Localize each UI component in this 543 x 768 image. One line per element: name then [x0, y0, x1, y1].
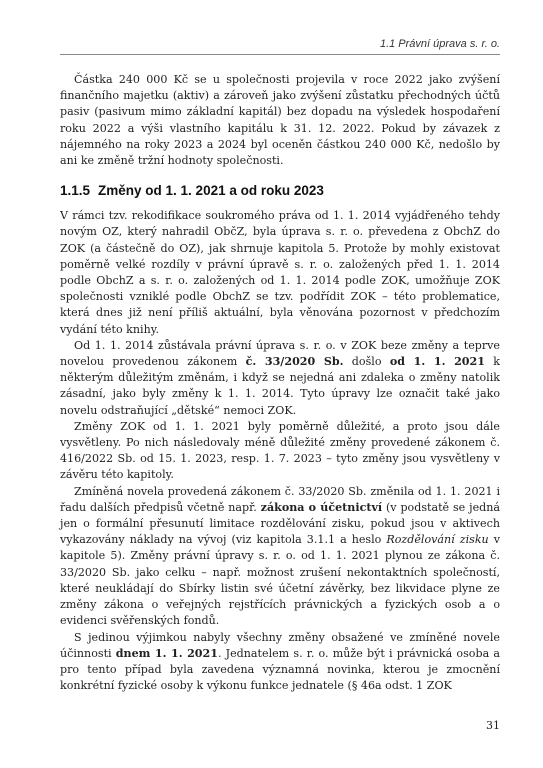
paragraph-5-text-a: Zmíněná novela provedená zákonem č. 33/2020 Sb. změnila od 1. 1. 2021 i řadu dalších předpisů včetně např.	[60, 484, 500, 514]
effective-date: od 1. 1. 2021	[389, 355, 485, 369]
paragraph-6	[60, 630, 500, 695]
paragraph-5-text-c: v kapitole 5). Změny právní úpravy s. r. o. od 1. 1. 2021 plynou ze zákona č. 33/2020 Sb. jako celku – např. možnost zrušení nekontaktních společností, které neukládají do Sbírky listin své účetní závěrky, bez likvidace plyne ze změny zákona o veřejných rejstřících právnických a fyzických osob a o evidenci svěřenských fondů.	[60, 533, 500, 628]
paragraph-3-text-c: k některým důležitým změnám, i když se nejedná ani zdaleka o změny natolik zásadní, jako byly změny k 1. 1. 2014. Tyto úpravy lze označit také jako novelu odstraňující „dětské“ nemoci ZOK.	[60, 355, 500, 417]
paragraph-2: V rámci tzv. rekodifikace soukromého práva od 1. 1. 2014 vyjádřeného tehdy novým OZ, který nahradil ObčZ, byla úprava s. r. o. převedena z ObchZ do ZOK (a částečně do OZ), jak shrnuje kapitola 5. Protože by mohly existovat poměrně velké rozdíly v právní úpravě s. r. o. založených před 1. 1. 2014 podle ObchZ a s. r. o. založených od 1. 1. 2014 podle ZOK, umožňuje ZOK společnosti vzniklé podle ObchZ se tzv. podřídit ZOK – této problematice, která dnes již není příliš aktuální, byla věnována pozornost v předchozím vydání této knihy.	[60, 209, 500, 336]
law-reference: č. 33/2020 Sb.	[245, 355, 344, 369]
section-number: 1.1.5	[60, 183, 91, 199]
paragraph-3	[60, 338, 500, 419]
page-number: 31	[486, 719, 500, 732]
effective-date-2: dnem 1. 1. 2021	[115, 646, 218, 660]
paragraph-5	[60, 484, 500, 630]
paragraph-5-text-b: (v podstatě se jedná jen o formální přesunutí limitace rozdělování zisku, pokud jsou v aktivech vykazovány náklady na vývoj (viz kapitola 3.1.1 a heslo	[60, 500, 500, 547]
paragraph-6-text-a: S jedinou výjimkou nabyly všechny změny obsažené ve zmíněné novele účinnosti	[60, 630, 500, 660]
running-title: 1.1 Právní úprava s. r. o.	[379, 38, 500, 50]
paragraph-6-text-b: . Jednatelem s. r. o. může být i právnická osoba a pro tento případ byla zavedena významná novinka, kterou je zmocnění konkrétní fyzické osoby k výkonu funkce jednatele (§ 46a odst. 1 ZOK	[60, 646, 500, 693]
section-title: Změny od 1. 1. 2021 a od roku 2023	[98, 183, 324, 199]
page-body	[60, 72, 500, 694]
accounting-act-emphasis: zákona o účetnictví	[260, 500, 383, 514]
section-heading	[60, 183, 500, 198]
running-header	[60, 38, 500, 55]
paragraph-3-text-a: Od 1. 1. 2014 zůstávala právní úprava s. r. o. v ZOK beze změny a teprve novelou provedenou zákonem	[60, 338, 500, 369]
paragraph-4: Změny ZOK od 1. 1. 2021 byly poměrně důležité, a proto jsou dále vysvětleny. Po nich následovaly méně důležité změny provedené zákonem č. 416/2022 Sb. od 15. 1. 2023, resp. 1. 7. 2023 – tyto změny jsou vysvětleny v závěru této kapitoly.	[60, 419, 500, 482]
keyword-reference: Rozdělování zisku	[386, 533, 489, 547]
paragraph-1: Částka 240 000 Kč se u společnosti projevila v roce 2022 jako zvýšení finančního majetku (aktiv) a zároveň jako zvýšení zůstatku přechodných účtů pasiv (pasivum mimo základní kapitál) bez dopadu na výsledek hospodaření roku 2022 a výši vlastního kapitálu k 31. 12. 2022. Pokud by závazek z nájemného na roky 2023 a 2024 byl oceněn částkou 240 000 Kč, nedošlo by ani ke změně tržní hodnoty společnosti.	[60, 73, 500, 168]
paragraph-3-text-b: došlo	[343, 355, 390, 369]
